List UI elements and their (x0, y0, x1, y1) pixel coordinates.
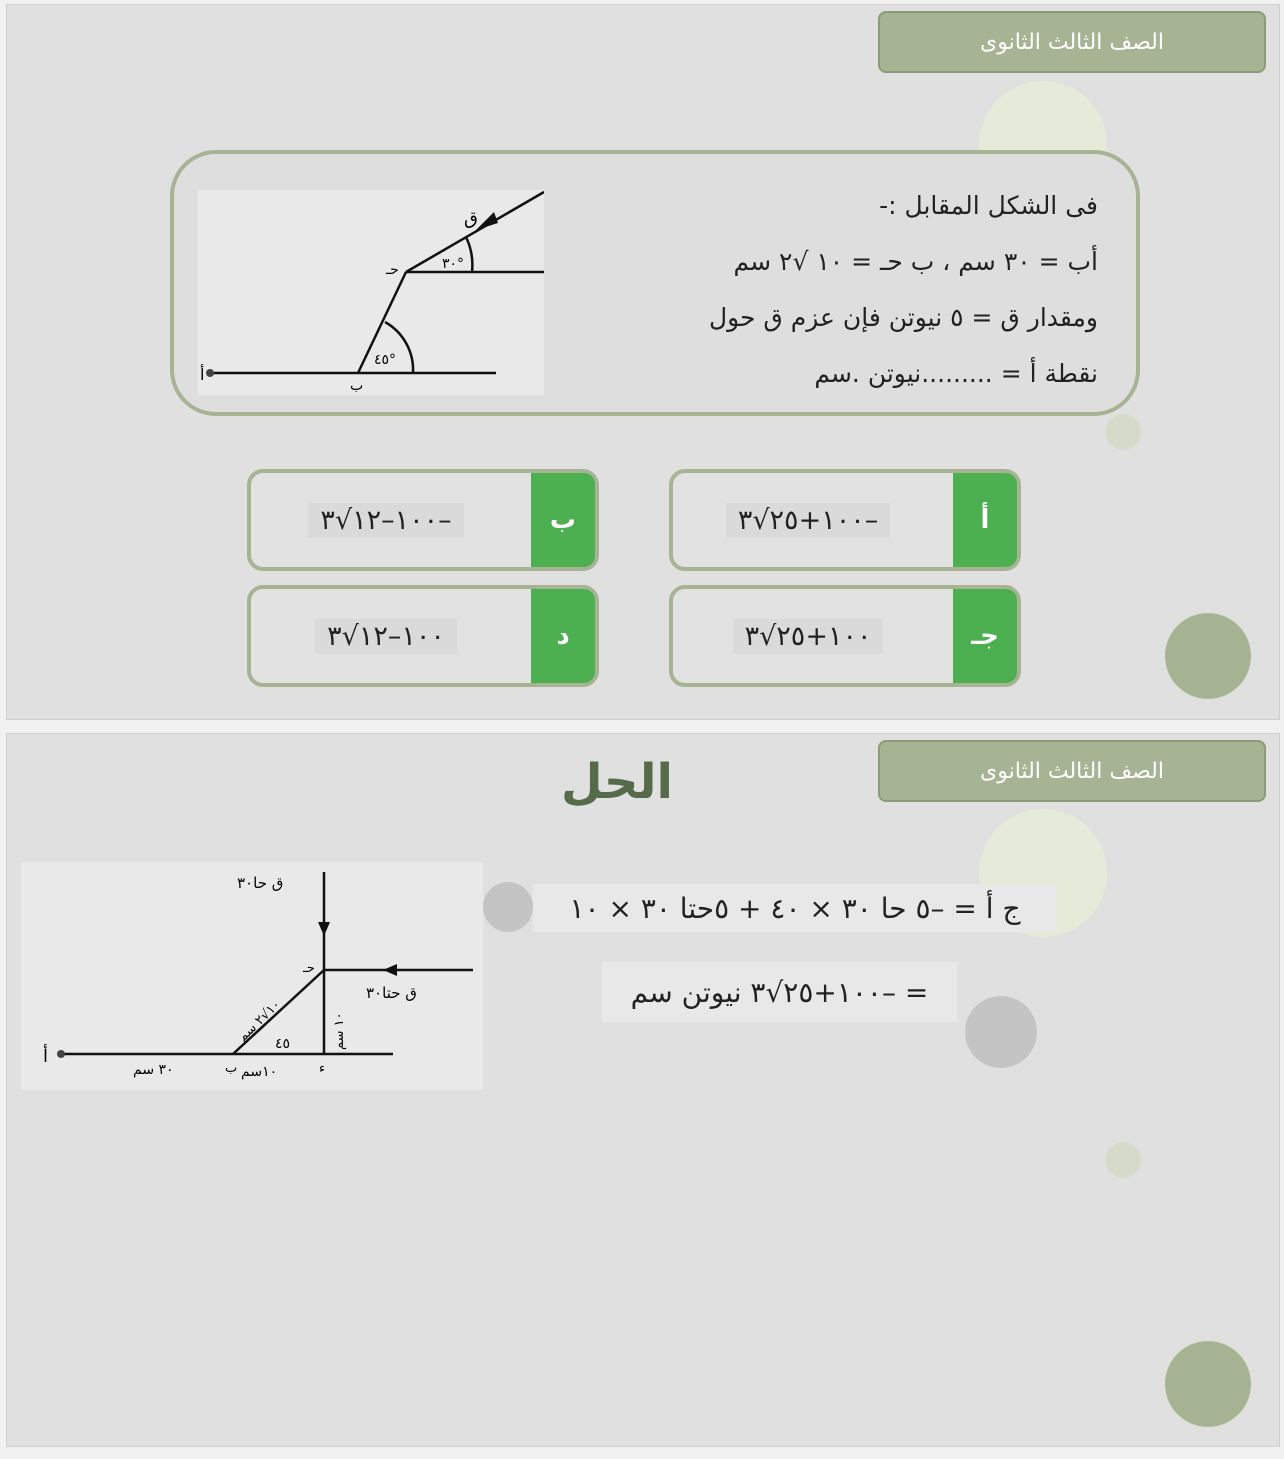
force-arrow-icon (476, 212, 498, 230)
option-d-letter: د (531, 589, 595, 683)
solution-slide (6, 733, 1280, 1447)
label-a: أ (43, 1046, 49, 1067)
question-diagram (198, 190, 544, 395)
option-c-value: ١٠٠+٢٥√٣ (733, 619, 884, 654)
option-c-letter: جـ (953, 589, 1017, 683)
decor-circle-medium (1165, 1341, 1251, 1427)
grade-label: الصف الثالث الثانوى (878, 740, 1266, 802)
option-d[interactable] (247, 585, 599, 687)
option-d-value: ١٠٠–١٢√٣ (315, 619, 457, 654)
label-bd: ١٠سم (241, 1064, 278, 1080)
angle-arc-30 (466, 237, 472, 272)
decor-circle-medium (1165, 613, 1251, 699)
label-b: ب (350, 378, 364, 394)
solution-figure (21, 862, 483, 1090)
option-b-value: –١٠٠–١٢√٣ (308, 503, 463, 538)
decor-circle-gray-left (483, 882, 533, 932)
grade-label: الصف الثالث الثانوى (878, 11, 1266, 73)
decor-circle-small (1105, 414, 1141, 450)
question-figure (198, 190, 544, 395)
solution-diagram (21, 862, 483, 1090)
label-fsin: ق حا٣٠ (237, 874, 284, 892)
label-fcos: ق حتا٣٠ (366, 984, 417, 1002)
point-a-dot (57, 1050, 65, 1058)
label-vertical: ١٠ سم (332, 1012, 347, 1050)
option-a[interactable] (669, 469, 1021, 571)
option-c[interactable] (669, 585, 1021, 687)
question-line-2: أب = ٣٠ سم ، ب حـ = ١٠ √٢ سم (733, 247, 1098, 276)
label-angle-45: ٤٥° (374, 352, 397, 368)
option-b-letter: ب (531, 473, 595, 567)
solution-title: الحل (561, 754, 673, 810)
label-d: ء (319, 1061, 326, 1076)
label-angle-30: ٣٠° (442, 256, 465, 272)
arrow-left-icon (383, 964, 397, 976)
label-bc: ١٠√٢ سم (235, 997, 284, 1045)
label-ab: ٣٠ سم (133, 1062, 174, 1078)
decor-circle-gray-right (965, 996, 1037, 1068)
question-line-1: فى الشكل المقابل :- (879, 191, 1098, 220)
option-a-letter: أ (953, 473, 1017, 567)
equation-line-2: = –١٠٠+٢٥√٣ نيوتن سم (602, 962, 957, 1022)
question-text (618, 178, 1098, 402)
label-angle-45: ٤٥ (275, 1036, 291, 1052)
question-line-3: ومقدار ق = ٥ نيوتن فإن عزم ق حول (708, 303, 1098, 332)
label-b: ب (225, 1061, 238, 1076)
arrow-down-icon (318, 922, 330, 936)
question-line-4: نقطة أ = .........نيوتن .سم (814, 359, 1098, 388)
label-a: أ (200, 365, 205, 384)
option-b[interactable] (247, 469, 599, 571)
label-c: حـ (386, 262, 399, 278)
label-force: ق (464, 208, 478, 229)
label-c: حـ (303, 961, 315, 976)
question-card (170, 150, 1140, 416)
option-a-value: –١٠٠+٢٥√٣ (726, 503, 890, 538)
force-line (406, 192, 544, 272)
decor-circle-small (1105, 1142, 1141, 1178)
point-a-dot (206, 369, 214, 377)
equation-line-1: ج أ = –٥ حا ٣٠ × ٤٠ + ٥حتا ٣٠ × ١٠ (533, 884, 1057, 932)
question-slide (6, 4, 1280, 720)
